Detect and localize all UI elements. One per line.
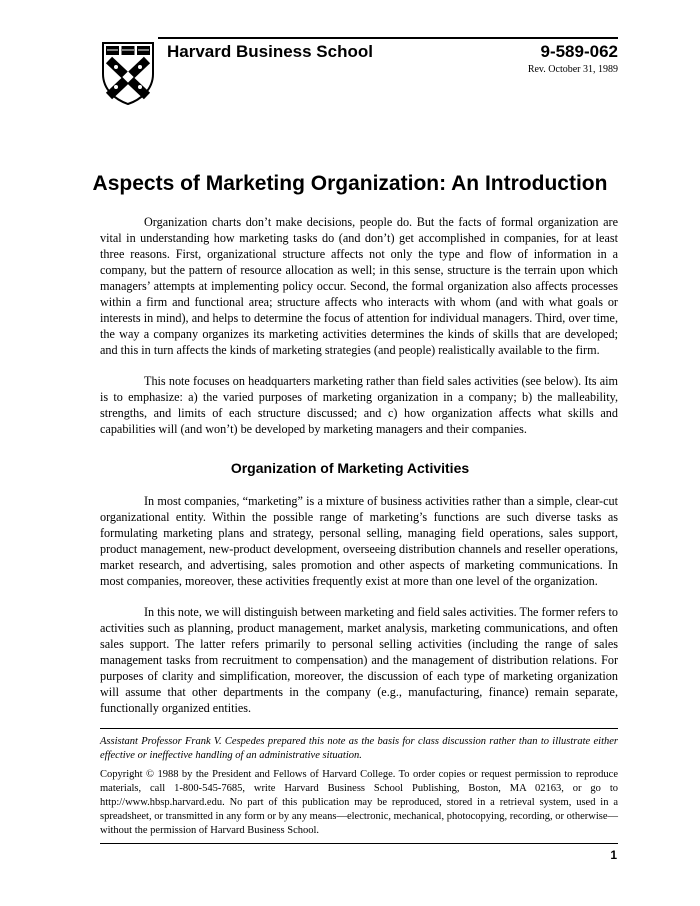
paragraph-text: In most companies, “marketing” is a mixture of business activities rather than a simple, clear-cut organizational entity. Within the possible range of marketing’s functions are such diverse tasks as formulating marketing plans and strategy, personal selling, managing field operations, sales support, product management, new-product development, overseeing distribution channels and reseller operations, market research, and advertising, sales promotion and other aspects of marketing communications. In most companies, moreover, these activities frequently exist at more than one level of the organization. (100, 494, 618, 588)
page-bottom-rule (100, 843, 618, 844)
section-heading: Organization of Marketing Activities (230, 460, 470, 476)
revision-date: Rev. October 31, 1989 (527, 64, 618, 75)
author-footnote: Assistant Professor Frank V. Cespedes prepared this note as the basis for class discussion rather than to illustrate either effective or ineffective handling of an administrative situation. (100, 736, 618, 761)
footnote-rule (100, 728, 618, 729)
paragraph-text: In this note, we will distinguish between marketing and field sales activities. The former refers to activities such as planning, product management, market analysis, marketing communications, and often sales support. The latter refers primarily to personal selling activities (including the range of sales management tasks from recruitment to compensation) and the management of distribution relations. For purposes of clarity and simplification, moreover, the discussion of each type of marketing organization will assume that other departments in the company (e.g., manufacturing, finance) remain separate, functionally organized entities. (100, 605, 618, 715)
page-title: Aspects of Marketing Organization: An Introduction (92, 172, 608, 195)
section-paragraph-1 (100, 493, 618, 589)
intro-paragraph-2 (100, 373, 618, 437)
page-number: 1 (610, 848, 617, 862)
header-rule (158, 37, 618, 39)
copyright-notice: Copyright © 1988 by the President and Fellows of Harvard College. To order copies or request permission to reproduce materials, call 1-800-545-7685, write Harvard Business School Publishing, Boston, MA 02163, or go to http://www.hbsp.harvard.edu. No part of this publication may be reproduced, stored in a retrieval system, used in a spreadsheet, or transmitted in any form or by any means—electronic, mechanical, photocopying, recording, or otherwise—without the permission of Harvard Business School. (100, 769, 618, 836)
intro-paragraph-1 (100, 214, 618, 358)
school-name: Harvard Business School (167, 42, 373, 61)
paragraph-text: This note focuses on headquarters marketing rather than field sales activities (see below). Its aim is to emphasize: a) the varied purposes of marketing organization in a company; b) the malleability, strengths, and limits of each structure discussed; and c) how organization affects what skills and capabilities will (and won’t) be developed by marketing managers and their companies. (100, 374, 618, 436)
paragraph-text: Organization charts don’t make decisions, people do. But the facts of formal organization are vital in understanding how marketing tasks do (and don’t) get accomplished in companies, for at least three reasons. First, organizational structure affects not only the type and flow of information in a company, but the pattern of resource allocation as well; in this sense, structure is the terrain upon which managers’ attempts at implementing policy occur. Second, the formal organization also affects processes within a firm and functional area; structure affects who interacts with whom (and with what goals or interests in mind), and helps to determine the focus of attention for individual managers. Third, over time, the way a company organizes its marketing activities determines the kinds of skills that are developed; and this in turn affects the kinds of marketing strategies (and people) realistically available to the firm. (100, 215, 618, 357)
harvard-veritas-shield-icon (100, 40, 156, 106)
section-paragraph-2 (100, 604, 618, 716)
document-number: 9-589-062 (540, 42, 618, 61)
